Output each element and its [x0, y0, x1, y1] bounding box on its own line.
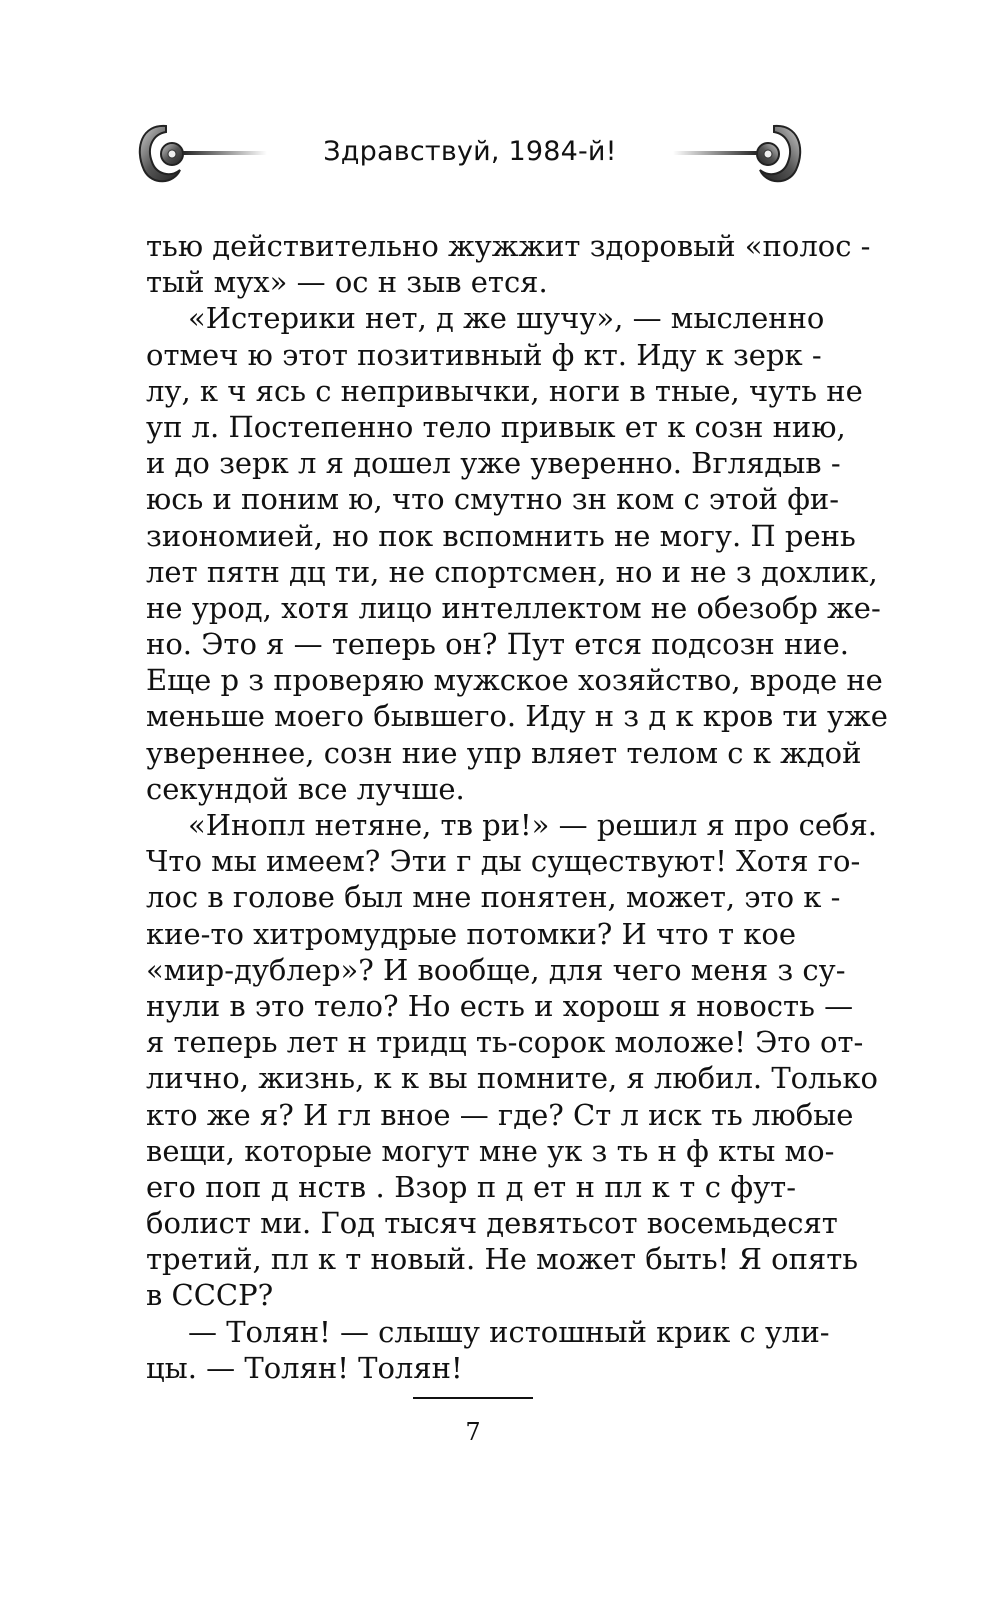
body-text — [146, 228, 888, 1386]
text-line: Еще р з проверяю мужское хозяйство, вроде не — [146, 663, 883, 698]
text-line: лу, к ч ясь с непривычки, ноги в тные, чуть не — [146, 373, 863, 408]
text-line: уп л. Постепенно тело привык ет к созн нию, — [146, 409, 846, 444]
text-line: тый мух» — ос н зыв ется. — [146, 265, 548, 300]
paragraph-2 — [146, 300, 888, 807]
page-number: 7 — [465, 1418, 481, 1446]
text-line: лично, жизнь, к к вы помните, я любил. Только — [146, 1061, 878, 1096]
text-line: цы. — Толян! Толян! — [146, 1350, 463, 1385]
text-line: и до зерк л я дошел уже уверенно. Вглядыв - — [146, 446, 841, 481]
text-line: но. Это я — теперь он? Пут ется подсозн ние. — [146, 627, 850, 662]
text-line: увереннее, созн ние упр вляет телом с к ждой — [146, 735, 862, 770]
text-line: болист ми. Год тысяч девятьсот восемьдесят — [146, 1206, 838, 1241]
text-line: третий, пл к т новый. Не может быть! Я опять — [146, 1242, 859, 1277]
text-line: секундой все лучше. — [146, 771, 465, 806]
text-line: зиономией, но пок вспомнить не могу. П рень — [146, 518, 856, 553]
ornament-right-icon — [670, 118, 810, 198]
text-line: Что мы имеем? Эти г ды существуют! Хотя го- — [146, 844, 861, 879]
text-line: нули в это тело? Но есть и хорош я новость — — [146, 988, 854, 1023]
paragraph-4 — [146, 1314, 830, 1386]
paragraph-1 — [146, 228, 871, 300]
running-header — [130, 118, 810, 198]
text-line: вещи, которые могут мне ук з ть н ф кты мо- — [146, 1133, 835, 1168]
text-line: меньше моего бывшего. Иду н з д к кров ти уже — [146, 699, 888, 734]
text-line: кто же я? И гл вное — где? Ст л иск ть любые — [146, 1097, 854, 1132]
text-line: лос в голове был мне понятен, может, это к - — [146, 880, 841, 915]
text-line: отмеч ю этот позитивный ф кт. Иду к зерк - — [146, 337, 822, 372]
text-line: я теперь лет н тридц ть-сорок моложе! Это от- — [146, 1025, 864, 1060]
text-line: «Инопл нетяне, тв ри!» — решил я про себя. — [188, 808, 877, 842]
text-line: — Толян! — слышу истошный крик с ули- — [188, 1314, 830, 1349]
header-title: Здравствуй, 1984-й! — [323, 136, 617, 167]
paragraph-3 — [146, 807, 878, 1314]
text-line: его поп д нств . Взор п д ет н пл к т с фут- — [146, 1169, 796, 1204]
text-line: кие-то хитромудрые потомки? И что т кое — [146, 916, 796, 951]
text-line: юсь и поним ю, что смутно зн ком с этой фи- — [146, 482, 840, 517]
text-line: «Истерики нет, д же шучу», — мысленно — [188, 301, 825, 336]
text-line: «мир-дублер»? И вообще, для чего меня з су- — [146, 952, 846, 987]
text-line: тью действительно жужжит здоровый «полос - — [146, 229, 871, 263]
text-line: лет пятн дц ти, не спортсмен, но и не з дохлик, — [146, 554, 878, 589]
footer-rule — [413, 1397, 533, 1399]
text-line: в СССР? — [146, 1278, 274, 1313]
text-line: не урод, хотя лицо интеллектом не обезобр же- — [146, 590, 881, 625]
